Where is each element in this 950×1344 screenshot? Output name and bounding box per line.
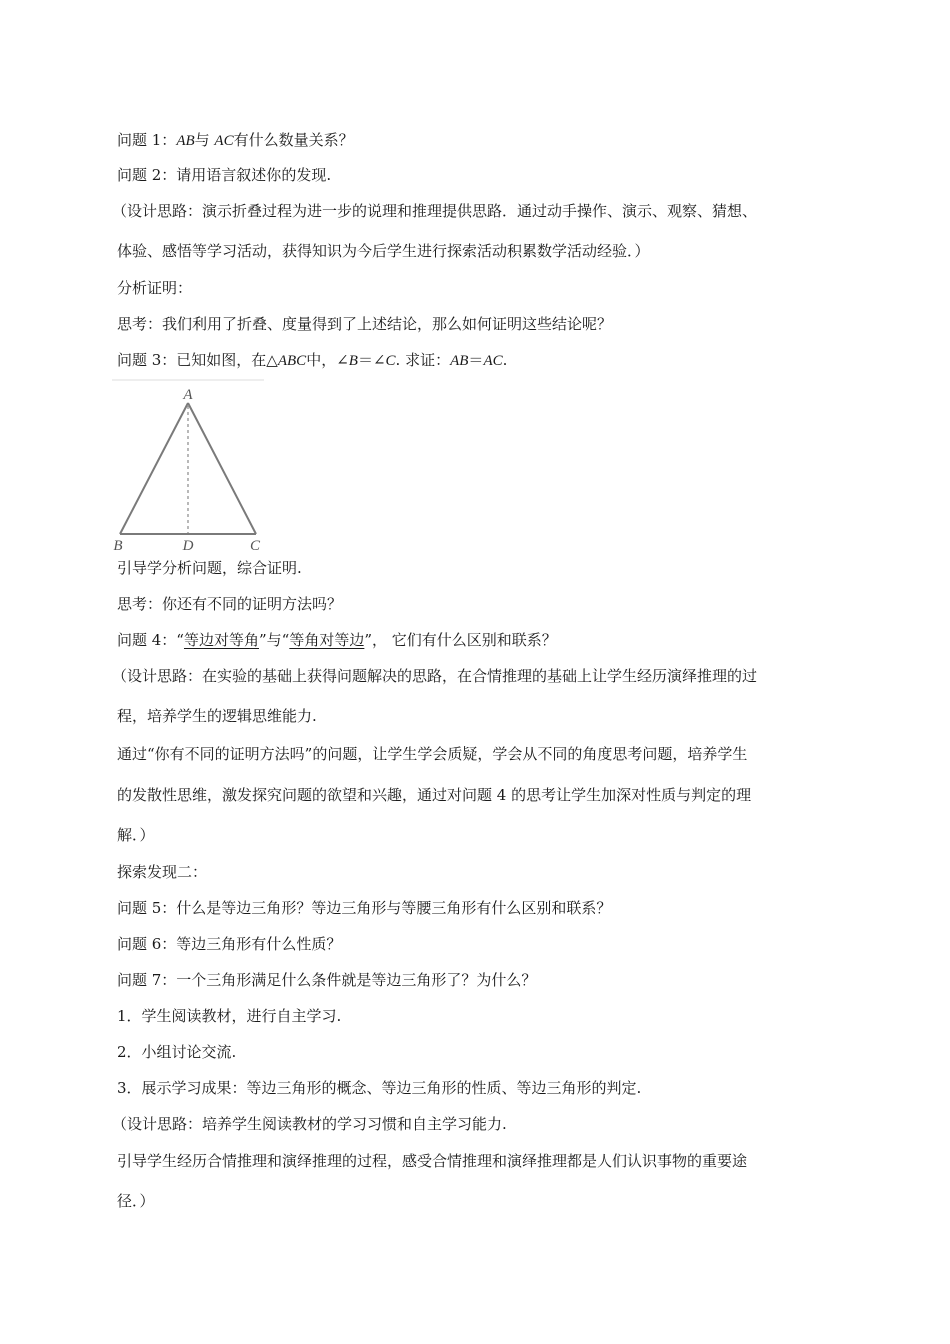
design-note-2-line-3: 通过“你有不同的证明方法吗”的问题，让学生学会质疑，学会从不同的角度思考问题，培养学生: [117, 745, 748, 763]
design-note-1-line-2: 体验、感悟等学习活动，获得知识为今后学生进行探索活动积累数学活动经验．）: [117, 242, 650, 260]
question-5: 问题 5：什么是等边三角形？等边三角形与等腰三角形有什么区别和联系？: [117, 899, 612, 917]
design-note-2-line-4: 的发散性思维，激发探究问题的欲望和兴趣，通过对问题 4 的思考让学生加深对性质与判定的理: [117, 786, 752, 804]
question-6: 问题 6：等边三角形有什么性质？: [117, 935, 342, 953]
vertex-label-b: B: [113, 538, 123, 552]
step-3: 3．展示学习成果：等边三角形的概念、等边三角形的性质、等边三角形的判定.: [117, 1079, 642, 1097]
question-7: 问题 7：一个三角形满足什么条件就是等边三角形了？为什么？: [117, 971, 537, 989]
question-4: 问题 4：“等边对等角”与“等角对等边”， 它们有什么区别和联系？: [117, 631, 557, 649]
question-1: 问题 1：AB与 AC有什么数量关系？: [117, 131, 354, 149]
triangle-figure: [112, 378, 264, 552]
vertex-label-a: A: [183, 387, 193, 403]
design-note-1-line-1: （设计思路：演示折叠过程为进一步的说理和推理提供思路．通过动手操作、演示、观察、猜想、: [112, 202, 758, 220]
point-label-d: D: [182, 538, 194, 552]
step-2: 2．小组讨论交流.: [117, 1043, 237, 1061]
think-2: 思考：你还有不同的证明方法吗？: [117, 595, 343, 613]
design-note-2-line-1: （设计思路：在实验的基础上获得问题解决的思路，在合情推理的基础上让学生经历演绎推理的过: [112, 667, 758, 685]
explore-2-heading: 探索发现二：: [117, 863, 208, 881]
question-2: 问题 2：请用语言叙述你的发现.: [117, 166, 332, 184]
step-1: 1．学生阅读教材，进行自主学习.: [117, 1007, 342, 1025]
design-note-3-line-3: 径．）: [117, 1192, 155, 1210]
side-ac: [188, 403, 256, 534]
design-note-3-line-1: （设计思路：培养学生阅读教材的学习习惯和自主学习能力.: [112, 1115, 507, 1133]
design-note-2-line-2: 程，培养学生的逻辑思维能力.: [117, 707, 317, 725]
triangle-svg: [112, 378, 264, 552]
question-3: 问题 3：已知如图，在△ABC中，∠B＝∠C. 求证：AB＝AC.: [117, 351, 508, 369]
guide-line: 引导学分析问题，综合证明.: [117, 559, 302, 577]
analysis-heading: 分析证明：: [117, 279, 193, 297]
design-note-2-line-5: 解．）: [117, 826, 155, 844]
design-note-3-line-2: 引导学生经历合情推理和演绎推理的过程，感受合情推理和演绎推理都是人们认识事物的重要途: [117, 1152, 748, 1170]
think-1: 思考：我们利用了折叠、度量得到了上述结论，那么如何证明这些结论呢？: [117, 315, 613, 333]
side-ab: [120, 403, 188, 534]
vertex-label-c: C: [249, 538, 261, 552]
